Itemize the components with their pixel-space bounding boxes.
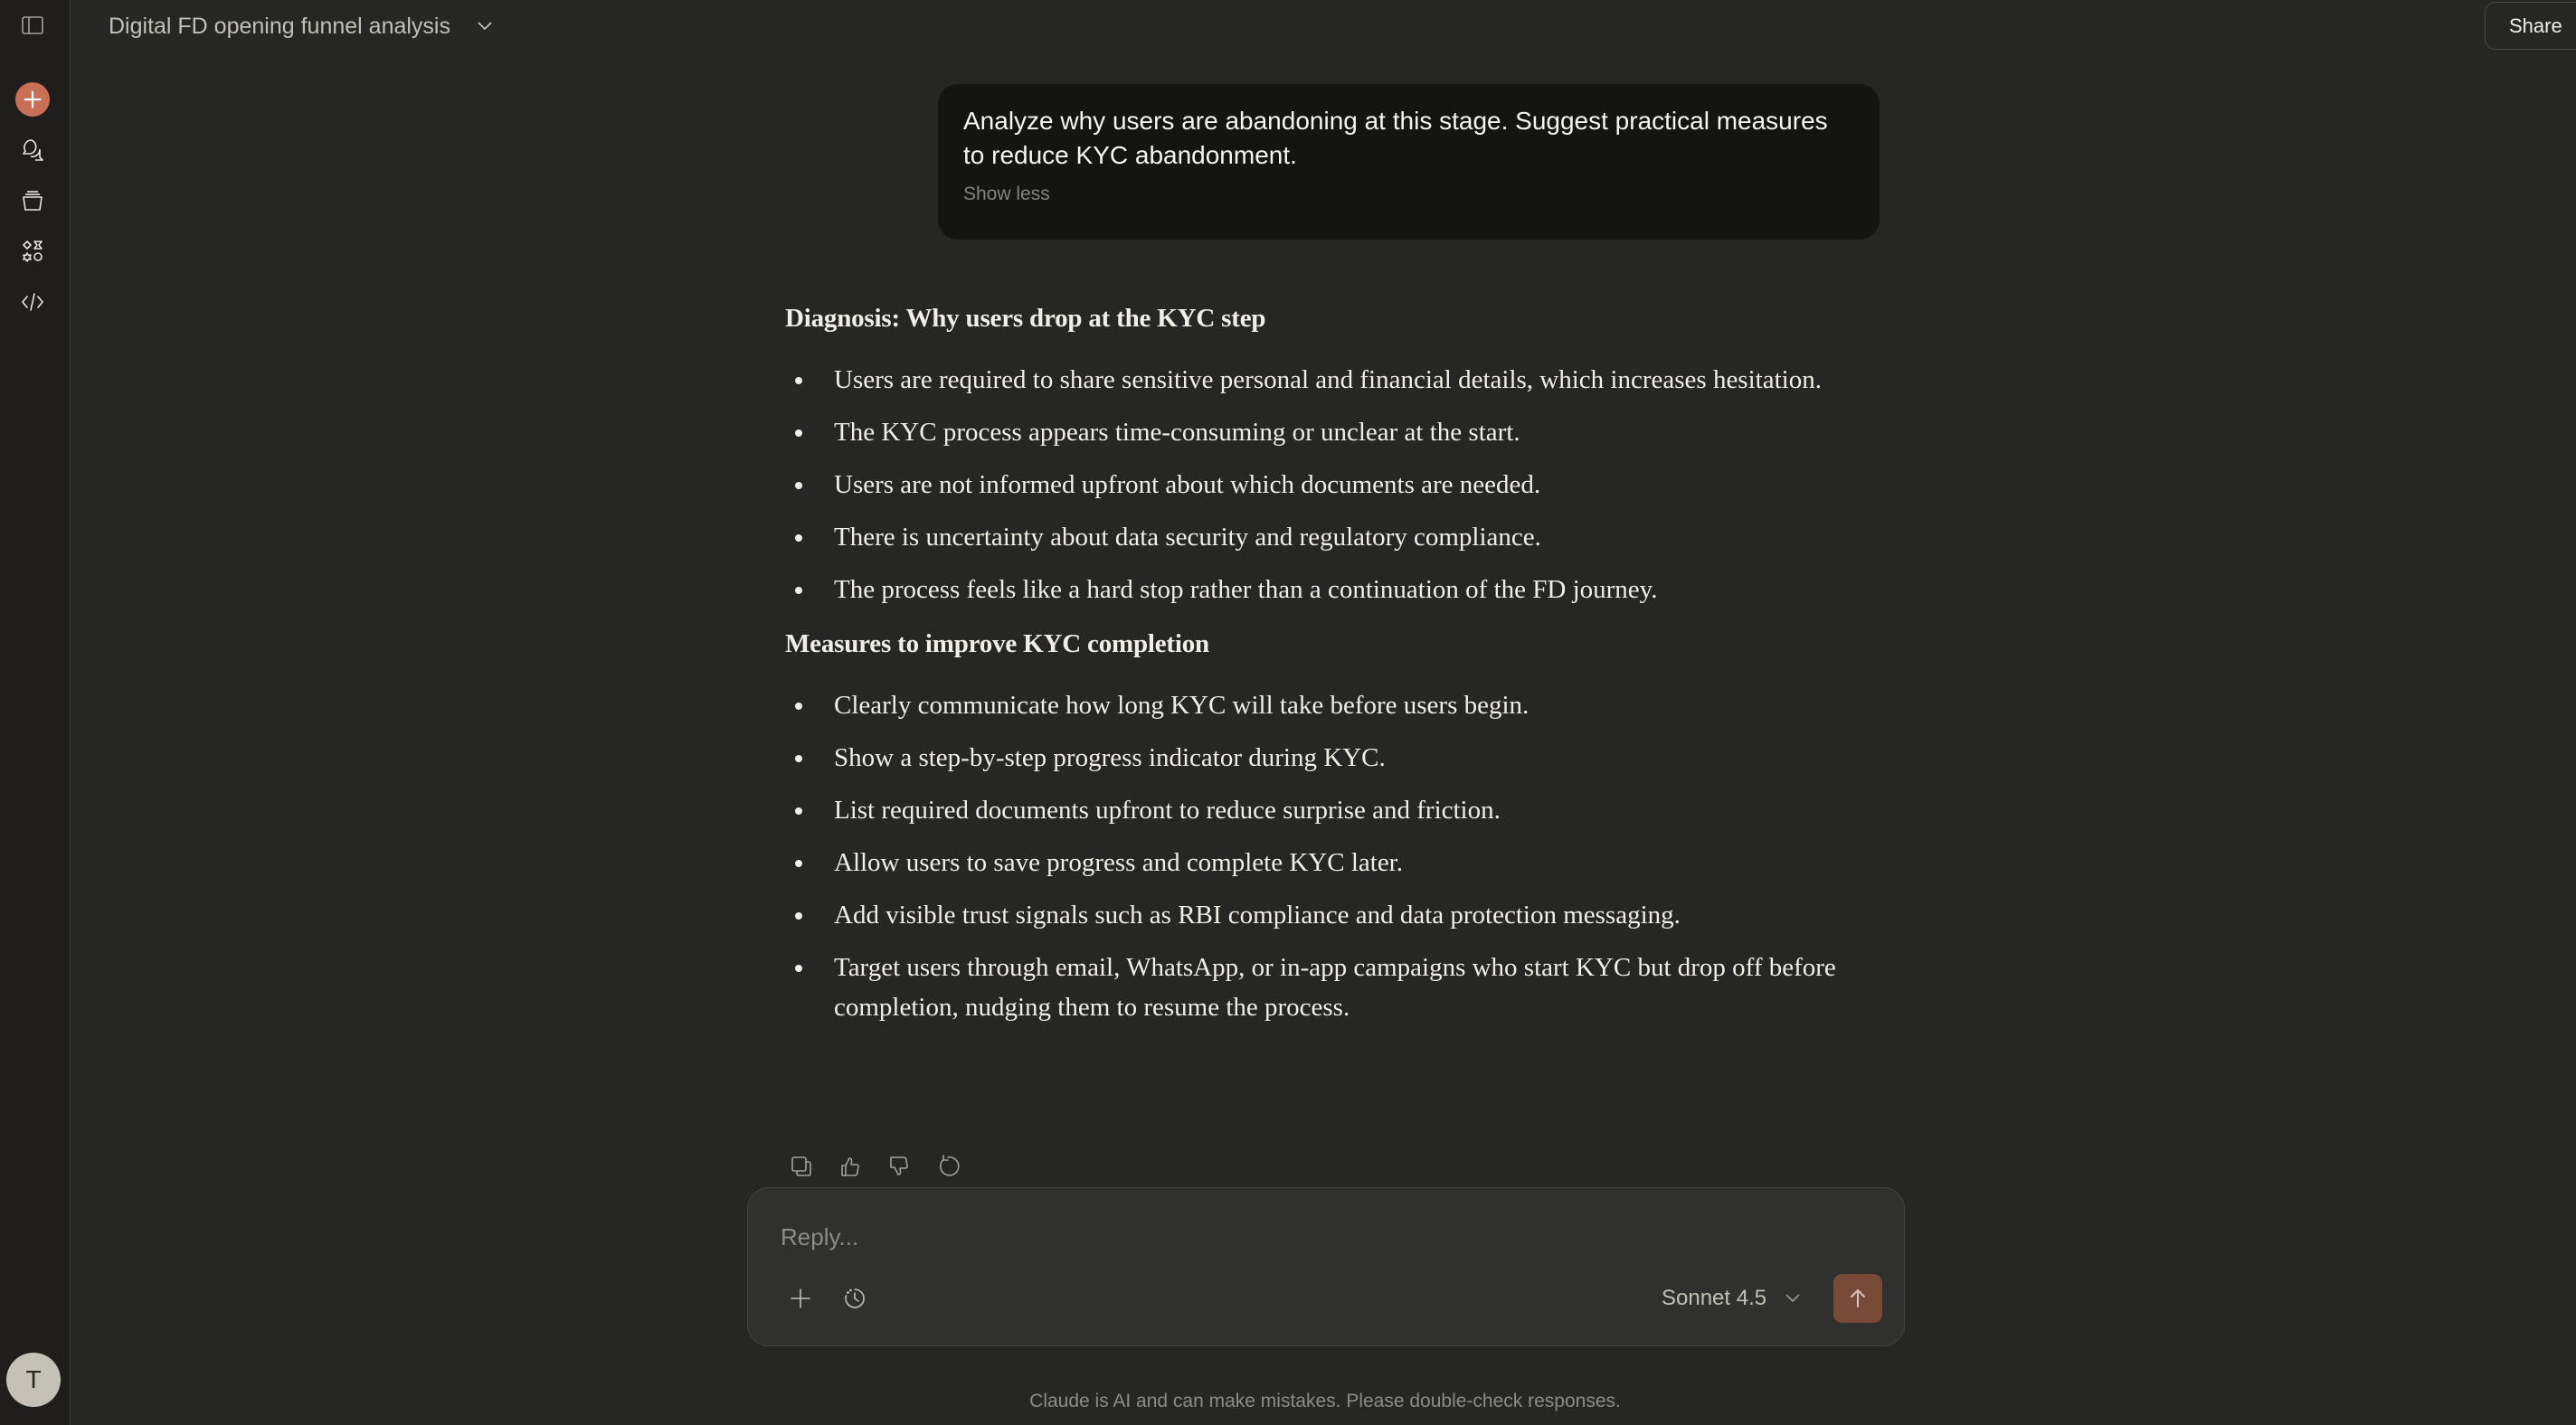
user-message [938, 84, 1880, 240]
history-button[interactable] [835, 1279, 875, 1318]
shapes-icon [20, 239, 45, 264]
sidebar-toggle-icon [20, 13, 45, 38]
add-attachment-button[interactable] [781, 1279, 820, 1318]
avatar-initial: T [25, 1365, 42, 1393]
list-item: List required documents upfront to reduce surprise and friction. [785, 790, 1852, 830]
copy-icon [789, 1154, 814, 1179]
model-name: Sonnet 4.5 [1662, 1286, 1767, 1310]
plus-icon [788, 1286, 813, 1311]
model-selector[interactable] [1662, 1284, 1801, 1313]
thumbs-down-button[interactable] [883, 1150, 915, 1183]
sidebar-item-code[interactable] [13, 282, 52, 322]
reply-composer [747, 1187, 1905, 1346]
list-item: Show a step-by-step progress indicator during KYC. [785, 738, 1852, 778]
sidebar-item-projects[interactable] [13, 181, 52, 221]
list-item: The process feels like a hard stop rather than a continuation of the FD journey. [785, 570, 1852, 609]
thumbs-up-button[interactable] [834, 1150, 867, 1183]
diagnosis-list [785, 360, 1852, 609]
measures-list [785, 685, 1852, 1027]
thumbs-up-icon [838, 1154, 863, 1179]
arrow-up-icon [1846, 1287, 1870, 1310]
sidebar-item-chats[interactable] [13, 130, 52, 170]
list-item: Add visible trust signals such as RBI compliance and data protection messaging. [785, 895, 1852, 935]
disclaimer-text: Claude is AI and can make mistakes. Please double-check responses. [1029, 1391, 1621, 1411]
code-icon [20, 289, 45, 315]
list-item: There is uncertainty about data security and regulatory compliance. [785, 517, 1852, 557]
assistant-response [785, 298, 1852, 1040]
thumbs-down-icon [886, 1154, 912, 1179]
section-heading: Measures to improve KYC completion [785, 629, 1209, 658]
toggle-sidebar-button[interactable] [13, 5, 52, 45]
reply-input[interactable] [781, 1219, 1866, 1255]
copy-button[interactable] [785, 1150, 818, 1183]
list-item: Allow users to save progress and complete KYC later. [785, 843, 1852, 882]
sidebar [0, 0, 71, 1425]
chevron-down-icon [476, 20, 494, 33]
share-button[interactable] [2485, 2, 2576, 50]
retry-icon [935, 1154, 961, 1179]
list-item: Target users through email, WhatsApp, or in-app campaigns who start KYC but drop off before completion, nudging them to resume the process. [785, 948, 1852, 1027]
projects-icon [20, 188, 45, 213]
list-item: Clearly communicate how long KYC will take before users begin. [785, 685, 1852, 725]
user-message-text: Analyze why users are abandoning at this stage. Suggest practical measures to reduce KYC abandonment. [963, 107, 1828, 169]
new-chat-button[interactable] [15, 82, 50, 117]
chat-bubbles-icon [20, 137, 45, 163]
conversation-title: Digital FD opening funnel analysis [109, 13, 450, 39]
response-actions [785, 1150, 964, 1183]
list-item: The KYC process appears time-consuming or unclear at the start. [785, 412, 1852, 452]
send-button[interactable] [1833, 1274, 1882, 1323]
section-heading: Diagnosis: Why users drop at the KYC step [785, 304, 1266, 333]
clock-icon [842, 1286, 867, 1311]
list-item: Users are not informed upfront about which documents are needed. [785, 465, 1852, 505]
chevron-down-icon [1785, 1293, 1801, 1304]
show-less-toggle[interactable]: Show less [963, 184, 1050, 204]
plus-icon [21, 88, 44, 111]
share-label: Share [2509, 14, 2562, 37]
retry-button[interactable] [932, 1150, 964, 1183]
list-item: Users are required to share sensitive personal and financial details, which increases hesitation. [785, 360, 1852, 400]
conversation-title-menu[interactable] [109, 11, 494, 42]
sidebar-item-artifacts[interactable] [13, 231, 52, 271]
